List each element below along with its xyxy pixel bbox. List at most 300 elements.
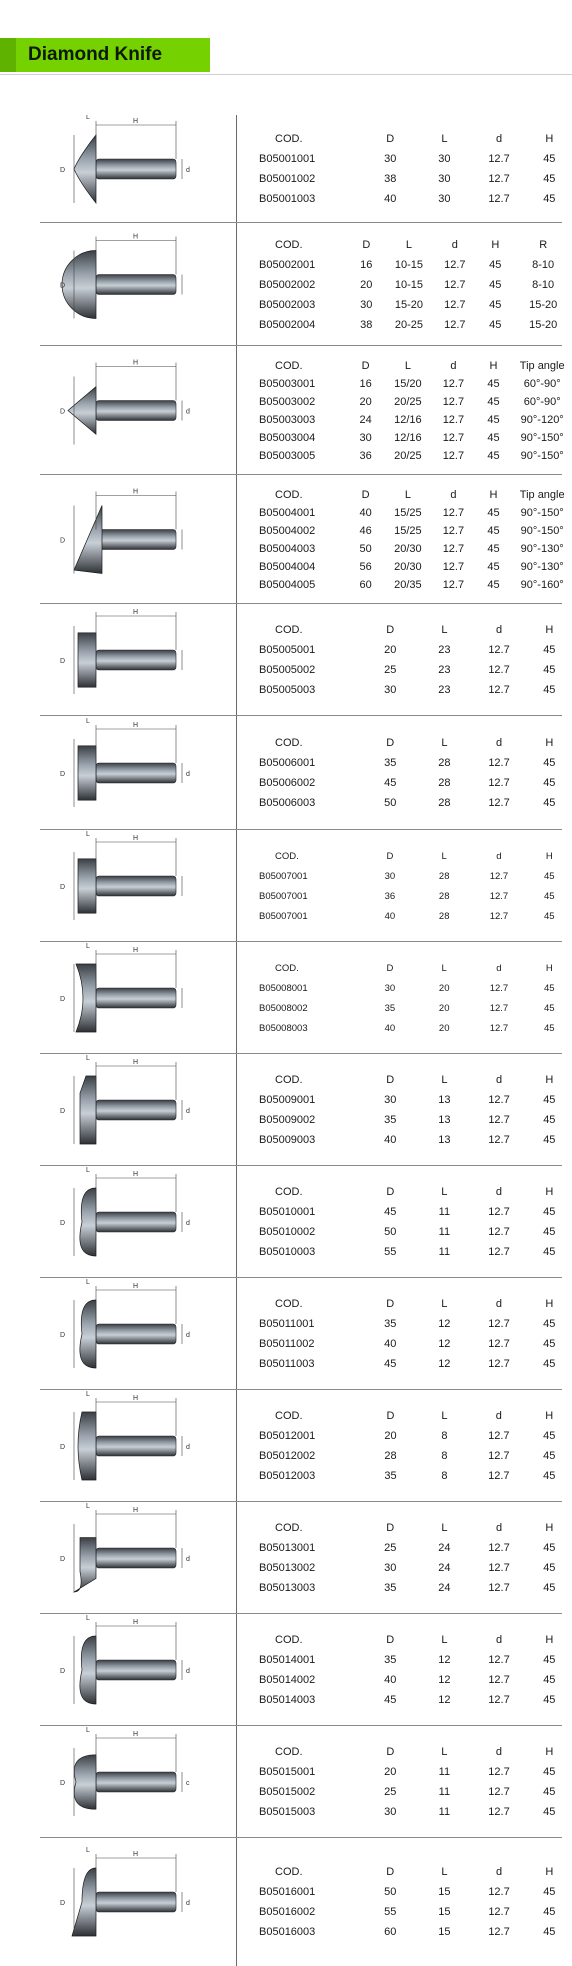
product-section <box>0 223 572 346</box>
table-row <box>255 447 572 465</box>
column-header: H <box>545 1746 554 1758</box>
table-row <box>255 315 572 335</box>
dimension-label-d-upper: D <box>60 884 66 891</box>
spec-value: 45 <box>543 890 555 902</box>
dimension-label-l: L <box>86 718 90 725</box>
spec-value: 24 <box>359 414 372 426</box>
column-header: L <box>441 962 447 974</box>
spec-value: 12.7 <box>488 1206 510 1218</box>
spec-value: 15-20 <box>394 299 424 311</box>
spec-value: 13 <box>438 1094 451 1106</box>
spec-value: 12.7 <box>442 450 465 462</box>
table-row <box>255 375 572 393</box>
spec-value: 16 <box>359 378 372 390</box>
spec-table <box>255 958 572 1038</box>
cutter-head <box>78 859 96 913</box>
tool-drawing <box>56 475 206 604</box>
dimension-label-d-upper: D <box>60 1556 66 1563</box>
router-bit-icon <box>56 1502 206 1614</box>
product-code: B05003001 <box>259 378 316 390</box>
product-code: B05013001 <box>259 1542 316 1554</box>
spec-value: 11 <box>438 1206 451 1218</box>
product-code: B05004001 <box>259 507 316 519</box>
cutter-head <box>78 1412 96 1480</box>
cutter-head <box>74 1538 96 1592</box>
spec-value: 12.7 <box>489 1022 509 1034</box>
spec-value: 13 <box>438 1114 451 1126</box>
spec-value: 12.7 <box>489 890 509 902</box>
spec-value: 45 <box>543 1906 556 1918</box>
spec-value: 25 <box>384 1786 397 1798</box>
spec-value: 16 <box>360 259 373 271</box>
product-section <box>0 1726 572 1838</box>
spec-table <box>255 235 572 335</box>
product-code: B05004005 <box>259 579 316 591</box>
spec-value: 90°-150° <box>520 525 564 537</box>
column-header: L <box>441 1298 448 1310</box>
spec-value: 13 <box>438 1134 451 1146</box>
table-header-row <box>255 1630 572 1650</box>
product-code: B05013003 <box>259 1582 316 1594</box>
spec-value: 12/16 <box>394 414 422 426</box>
product-section <box>0 1838 572 1966</box>
dimension-label-h: H <box>133 1851 139 1858</box>
table-row <box>255 793 572 813</box>
spec-value: 28 <box>438 910 450 922</box>
spec-value: 40 <box>384 193 397 205</box>
spec-value: 45 <box>487 450 500 462</box>
column-header: COD. <box>275 489 303 501</box>
spec-value: 12.7 <box>488 1886 510 1898</box>
spec-value: 30 <box>384 1806 397 1818</box>
spec-value: 40 <box>384 910 396 922</box>
column-header: d <box>495 1410 502 1422</box>
spec-value: 45 <box>543 1654 556 1666</box>
spec-value: 45 <box>543 1206 556 1218</box>
spec-value: 12.7 <box>488 644 510 656</box>
table-header-row <box>255 129 572 149</box>
spec-value: 12.7 <box>488 1582 510 1594</box>
tool-drawing <box>56 1166 206 1278</box>
product-section <box>0 346 572 475</box>
column-header: d <box>496 962 502 974</box>
product-code: B05006001 <box>259 757 316 769</box>
column-header: H <box>545 737 554 749</box>
column-header: H <box>545 1866 554 1878</box>
spec-value: 45 <box>489 279 502 291</box>
header-divider <box>0 74 572 75</box>
table-row <box>255 522 572 540</box>
dimension-label-d: d <box>186 1556 190 1563</box>
column-header: d <box>451 239 458 251</box>
product-code: B05001001 <box>259 153 316 165</box>
product-section <box>0 1390 572 1502</box>
tool-drawing <box>56 115 206 223</box>
column-header: L <box>441 133 448 145</box>
spec-value: 15 <box>438 1906 451 1918</box>
dimension-label-l: L <box>86 1615 90 1622</box>
dimension-label-d: d <box>186 1668 190 1675</box>
product-section <box>0 1502 572 1614</box>
spec-value: 20 <box>438 1002 450 1014</box>
column-header: COD. <box>275 1186 303 1198</box>
spec-value: 45 <box>543 1338 556 1350</box>
spec-value: 56 <box>359 561 372 573</box>
column-header: H <box>545 1522 554 1534</box>
dimension-label-d-upper: D <box>60 1668 66 1675</box>
tool-drawing <box>56 1838 206 1966</box>
spec-value: 40 <box>384 1022 396 1034</box>
product-section <box>0 1166 572 1278</box>
spec-value: 12.7 <box>442 414 465 426</box>
cutter-head <box>68 387 96 435</box>
spec-value: 45 <box>487 432 500 444</box>
spec-value: 11 <box>438 1766 451 1778</box>
product-code: B05007001 <box>259 910 308 922</box>
shank <box>96 1772 176 1792</box>
table-row <box>255 393 572 411</box>
spec-value: 45 <box>384 1694 397 1706</box>
dimension-label-l: L <box>86 943 90 950</box>
table-row <box>255 1538 572 1558</box>
dimension-label-h: H <box>133 1059 139 1066</box>
dimension-label-d: d <box>186 167 190 174</box>
spec-value: 38 <box>360 319 373 331</box>
spec-value: 20/30 <box>394 561 422 573</box>
column-header: D <box>361 489 370 501</box>
table-row <box>255 1802 572 1822</box>
product-section <box>0 115 572 223</box>
table-row <box>255 1018 572 1038</box>
dimension-label-d-upper: D <box>60 996 66 1003</box>
product-code: B05014003 <box>259 1694 316 1706</box>
spec-value: 45 <box>384 1206 397 1218</box>
product-code: B05002001 <box>259 259 316 271</box>
spec-value: 35 <box>384 1654 397 1666</box>
spec-value: 12.7 <box>488 1694 510 1706</box>
product-section <box>0 942 572 1054</box>
column-header: COD. <box>275 360 303 372</box>
column-header: H <box>491 239 500 251</box>
spec-value: 12.7 <box>488 193 510 205</box>
spec-value: 12.7 <box>488 1674 510 1686</box>
spec-value: 45 <box>543 1886 556 1898</box>
table-row <box>255 640 572 660</box>
spec-value: 45 <box>487 396 500 408</box>
spec-table <box>255 1294 572 1374</box>
spec-value: 30 <box>384 1562 397 1574</box>
spec-value: 12 <box>438 1654 451 1666</box>
spec-value: 12.7 <box>488 153 510 165</box>
dimension-label-d-upper: D <box>60 408 66 416</box>
spec-value: 35 <box>384 757 397 769</box>
spec-value: 90°-150° <box>520 507 564 519</box>
product-code: B05013002 <box>259 1562 316 1574</box>
product-code: B05014001 <box>259 1654 316 1666</box>
product-section <box>0 716 572 830</box>
spec-value: 12.7 <box>488 1806 510 1818</box>
dimension-label-d-upper: D <box>60 282 66 290</box>
product-code: B05009002 <box>259 1114 316 1126</box>
spec-value: 30 <box>438 173 451 185</box>
column-header: L <box>441 1522 448 1534</box>
spec-value: 45 <box>543 1582 556 1594</box>
spec-value: 12.7 <box>442 378 465 390</box>
tool-drawing <box>56 346 206 475</box>
spec-value: 20/30 <box>394 543 422 555</box>
spec-value: 23 <box>438 644 451 656</box>
spec-value: 30 <box>384 153 397 165</box>
spec-value: 12.7 <box>488 684 510 696</box>
column-header: d <box>495 1298 503 1310</box>
spec-value: 45 <box>543 757 556 769</box>
dimension-label-d-upper: D <box>60 1108 66 1115</box>
spec-value: 45 <box>487 507 500 519</box>
dimension-label-c: c <box>186 1780 190 1787</box>
spec-value: 35 <box>384 1318 397 1330</box>
column-header: L <box>404 489 411 501</box>
spec-value: 40 <box>384 1674 397 1686</box>
spec-value: 50 <box>359 543 372 555</box>
spec-value: 36 <box>384 890 396 902</box>
spec-table <box>255 733 572 813</box>
spec-value: 15-20 <box>529 319 558 331</box>
spec-value: 28 <box>438 757 451 769</box>
spec-value: 45 <box>487 579 500 591</box>
spec-value: 24 <box>438 1542 451 1554</box>
table-row <box>255 558 572 576</box>
spec-value: 45 <box>543 1022 555 1034</box>
table-row <box>255 1202 572 1222</box>
spec-value: 55 <box>384 1906 397 1918</box>
cutter-head <box>80 1188 96 1256</box>
dimension-label-l: L <box>86 115 90 121</box>
product-code: B05003004 <box>259 432 316 444</box>
spec-value: 45 <box>543 982 555 994</box>
dimension-label-h: H <box>133 118 139 125</box>
column-header: D <box>386 1746 395 1758</box>
column-header: H <box>545 1634 554 1646</box>
spec-value: 11 <box>438 1806 451 1818</box>
column-header: H <box>545 1186 554 1198</box>
product-code: B05012002 <box>259 1450 316 1462</box>
column-header: L <box>441 1186 448 1198</box>
table-row <box>255 680 572 700</box>
product-code: B05011003 <box>259 1358 315 1370</box>
spec-value: 8 <box>441 1450 448 1462</box>
product-section <box>0 604 572 716</box>
table-header-row <box>255 357 572 375</box>
table-row <box>255 906 572 926</box>
column-header: H <box>489 489 498 501</box>
dimension-label-d-upper: D <box>60 1780 66 1787</box>
router-bit-icon <box>56 942 206 1054</box>
spec-value: 45 <box>543 664 556 676</box>
spec-value: 28 <box>438 890 450 902</box>
product-code: B05005003 <box>259 684 316 696</box>
spec-value: 12.7 <box>488 1338 510 1350</box>
table-row <box>255 886 572 906</box>
page-title: Diamond Knife <box>28 44 163 65</box>
spec-value: 35 <box>384 1470 397 1482</box>
column-header: H <box>545 1410 554 1422</box>
router-bit-icon <box>56 475 206 604</box>
spec-value: 12.7 <box>442 579 465 591</box>
spec-value: 60°-90° <box>523 378 561 390</box>
column-header: d <box>495 1634 503 1646</box>
product-section <box>0 830 572 942</box>
spec-value: 15-20 <box>529 299 558 311</box>
spec-value: 55 <box>384 1246 397 1258</box>
column-header: H <box>545 850 553 862</box>
spec-value: 12.7 <box>489 910 509 922</box>
spec-value: 11 <box>438 1226 451 1238</box>
spec-value: 45 <box>543 1450 556 1462</box>
spec-value: 45 <box>543 1674 556 1686</box>
column-header: D <box>386 1298 395 1310</box>
column-header: D <box>361 360 370 372</box>
spec-value: 12.7 <box>488 1134 510 1146</box>
spec-value: 20 <box>359 396 372 408</box>
product-code: B05010003 <box>259 1246 316 1258</box>
spec-table <box>255 1518 572 1598</box>
column-header: Tip angle <box>519 489 565 501</box>
spec-value: 12.7 <box>442 507 465 519</box>
spec-value: 12.7 <box>488 1450 510 1462</box>
title-banner <box>0 38 210 72</box>
spec-value: 45 <box>543 1926 556 1938</box>
tool-drawing <box>56 604 206 716</box>
dimension-label-h: H <box>133 488 139 496</box>
column-header: H <box>545 962 553 974</box>
column-header: L <box>441 1634 448 1646</box>
spec-value: 25 <box>384 1542 397 1554</box>
dimension-label-l: L <box>86 1847 90 1854</box>
product-code: B05001003 <box>259 193 316 205</box>
column-header: D <box>386 1074 395 1086</box>
column-header: COD. <box>275 239 303 251</box>
column-header: L <box>441 737 448 749</box>
spec-value: 12/16 <box>394 432 422 444</box>
spec-value: 30 <box>384 982 396 994</box>
spec-value: 12.7 <box>442 396 465 408</box>
spec-value: 45 <box>543 910 555 922</box>
spec-value: 24 <box>438 1562 451 1574</box>
spec-value: 12.7 <box>488 1470 510 1482</box>
spec-value: 45 <box>543 193 556 205</box>
spec-value: 12.7 <box>489 1002 509 1014</box>
dimension-label-d: d <box>186 1444 190 1451</box>
cutter-head <box>80 1300 96 1368</box>
router-bit-icon <box>56 830 206 942</box>
spec-value: 45 <box>489 259 502 271</box>
cutter-head <box>74 506 102 574</box>
tool-drawing <box>56 942 206 1054</box>
spec-value: 12 <box>438 1358 451 1370</box>
column-header: d <box>495 1522 503 1534</box>
spec-table <box>255 1742 572 1822</box>
spec-table <box>255 1630 572 1710</box>
product-code: B05001002 <box>259 173 316 185</box>
spec-value: 12.7 <box>489 870 509 882</box>
product-code: B05006002 <box>259 777 316 789</box>
shank <box>96 401 176 421</box>
product-code: B05008001 <box>259 982 308 994</box>
spec-value: 10-15 <box>394 279 424 291</box>
table-row <box>255 1578 572 1598</box>
shank <box>96 988 176 1008</box>
product-code: B05008002 <box>259 1002 308 1014</box>
dimension-label-d-upper: D <box>60 1444 66 1451</box>
column-header: D <box>386 962 394 974</box>
product-code: B05006003 <box>259 797 316 809</box>
spec-value: 12.7 <box>444 259 466 271</box>
router-bit-icon <box>56 1054 206 1166</box>
spec-table <box>255 620 572 700</box>
spec-value: 12.7 <box>488 1906 510 1918</box>
router-bit-icon <box>56 1838 206 1966</box>
table-row <box>255 1882 572 1902</box>
column-header: D <box>386 1410 395 1422</box>
spec-value: 11 <box>438 1786 451 1798</box>
product-code: B05014002 <box>259 1674 316 1686</box>
product-code: B05004002 <box>259 525 316 537</box>
spec-value: 45 <box>543 797 556 809</box>
dimension-label-d-upper: D <box>60 1220 66 1227</box>
spec-value: 45 <box>543 1470 556 1482</box>
spec-value: 15/25 <box>394 507 422 519</box>
spec-value: 35 <box>384 1582 397 1594</box>
spec-table <box>255 1862 572 1942</box>
spec-value: 28 <box>438 777 451 789</box>
spec-value: 12.7 <box>488 1358 510 1370</box>
spec-value: 20/25 <box>394 450 422 462</box>
spec-value: 30 <box>384 684 397 696</box>
table-row <box>255 1558 572 1578</box>
table-header-row <box>255 235 572 255</box>
title-accent-bar <box>0 38 16 72</box>
spec-value: 20/25 <box>394 396 422 408</box>
spec-value: 12.7 <box>488 173 510 185</box>
shank <box>96 159 176 179</box>
dimension-label-d: d <box>186 1220 190 1227</box>
spec-value: 12.7 <box>488 664 510 676</box>
spec-value: 45 <box>489 319 502 331</box>
spec-value: 12.7 <box>488 1766 510 1778</box>
spec-value: 45 <box>487 543 500 555</box>
spec-value: 50 <box>384 1886 397 1898</box>
spec-value: 28 <box>438 797 451 809</box>
dimension-label-d-upper: D <box>60 1900 66 1907</box>
column-header: L <box>404 360 411 372</box>
column-header: d <box>495 1866 503 1878</box>
spec-value: 90°-150° <box>520 450 564 462</box>
table-header-row <box>255 1518 572 1538</box>
product-code: B05005001 <box>259 644 316 656</box>
table-row <box>255 1446 572 1466</box>
spec-value: 60°-90° <box>523 396 561 408</box>
table-row <box>255 1090 572 1110</box>
spec-value: 45 <box>487 561 500 573</box>
spec-value: 35 <box>384 1114 397 1126</box>
spec-value: 11 <box>438 1246 451 1258</box>
column-header: D <box>386 1634 395 1646</box>
spec-value: 38 <box>384 173 397 185</box>
product-section <box>0 1614 572 1726</box>
spec-value: 60 <box>359 579 372 591</box>
spec-value: 45 <box>543 1318 556 1330</box>
cutter-head <box>74 1755 96 1809</box>
